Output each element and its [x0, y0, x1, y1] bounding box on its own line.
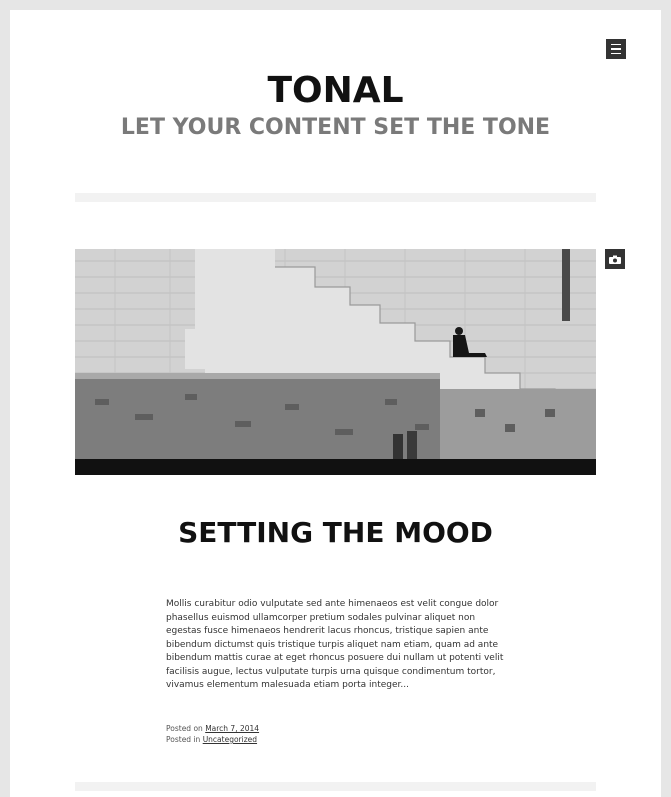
posted-on [166, 723, 259, 734]
featured-image[interactable] [75, 249, 596, 475]
posted-in [166, 734, 259, 745]
menu-icon-bar [611, 44, 621, 46]
menu-icon-bar [611, 53, 621, 55]
posted-on-label: Posted on [166, 724, 206, 733]
camera-icon[interactable] [605, 249, 625, 269]
separator-top [75, 193, 596, 202]
post-title[interactable]: SETTING THE MOOD [178, 516, 493, 549]
site-description: LET YOUR CONTENT SET THE TONE [120, 115, 551, 140]
post-excerpt: Mollis curabitur odio vulputate sed ante himenaeos est velit congue dolor phasellus euismod ullamcorper pretium sodales pulvinar aliquet non egestas fusce himenaeos hendrerit lacus rhoncus, tristique sapien ante bibendum dictumst quis tristique turpis aliquet nam etiam, quam ad ante bibendum mattis curae at eget rhoncus posuere dui nullam ut potenti velit facilisis augue, lectus vulputate turpis urna quisque condimentum tortor, vivamus elementum malesuada etiam porta integer... [166, 599, 504, 690]
separator-bottom [75, 782, 596, 791]
menu-toggle-button[interactable] [606, 39, 626, 59]
site-title[interactable]: TONAL [267, 70, 404, 111]
page-container [10, 10, 661, 797]
post-date-link[interactable]: March 7, 2014 [205, 724, 260, 733]
posted-in-label: Posted in [166, 735, 203, 744]
post-meta [166, 723, 259, 745]
menu-icon-bar [611, 48, 621, 50]
category-link[interactable]: Uncategorized [202, 735, 258, 744]
